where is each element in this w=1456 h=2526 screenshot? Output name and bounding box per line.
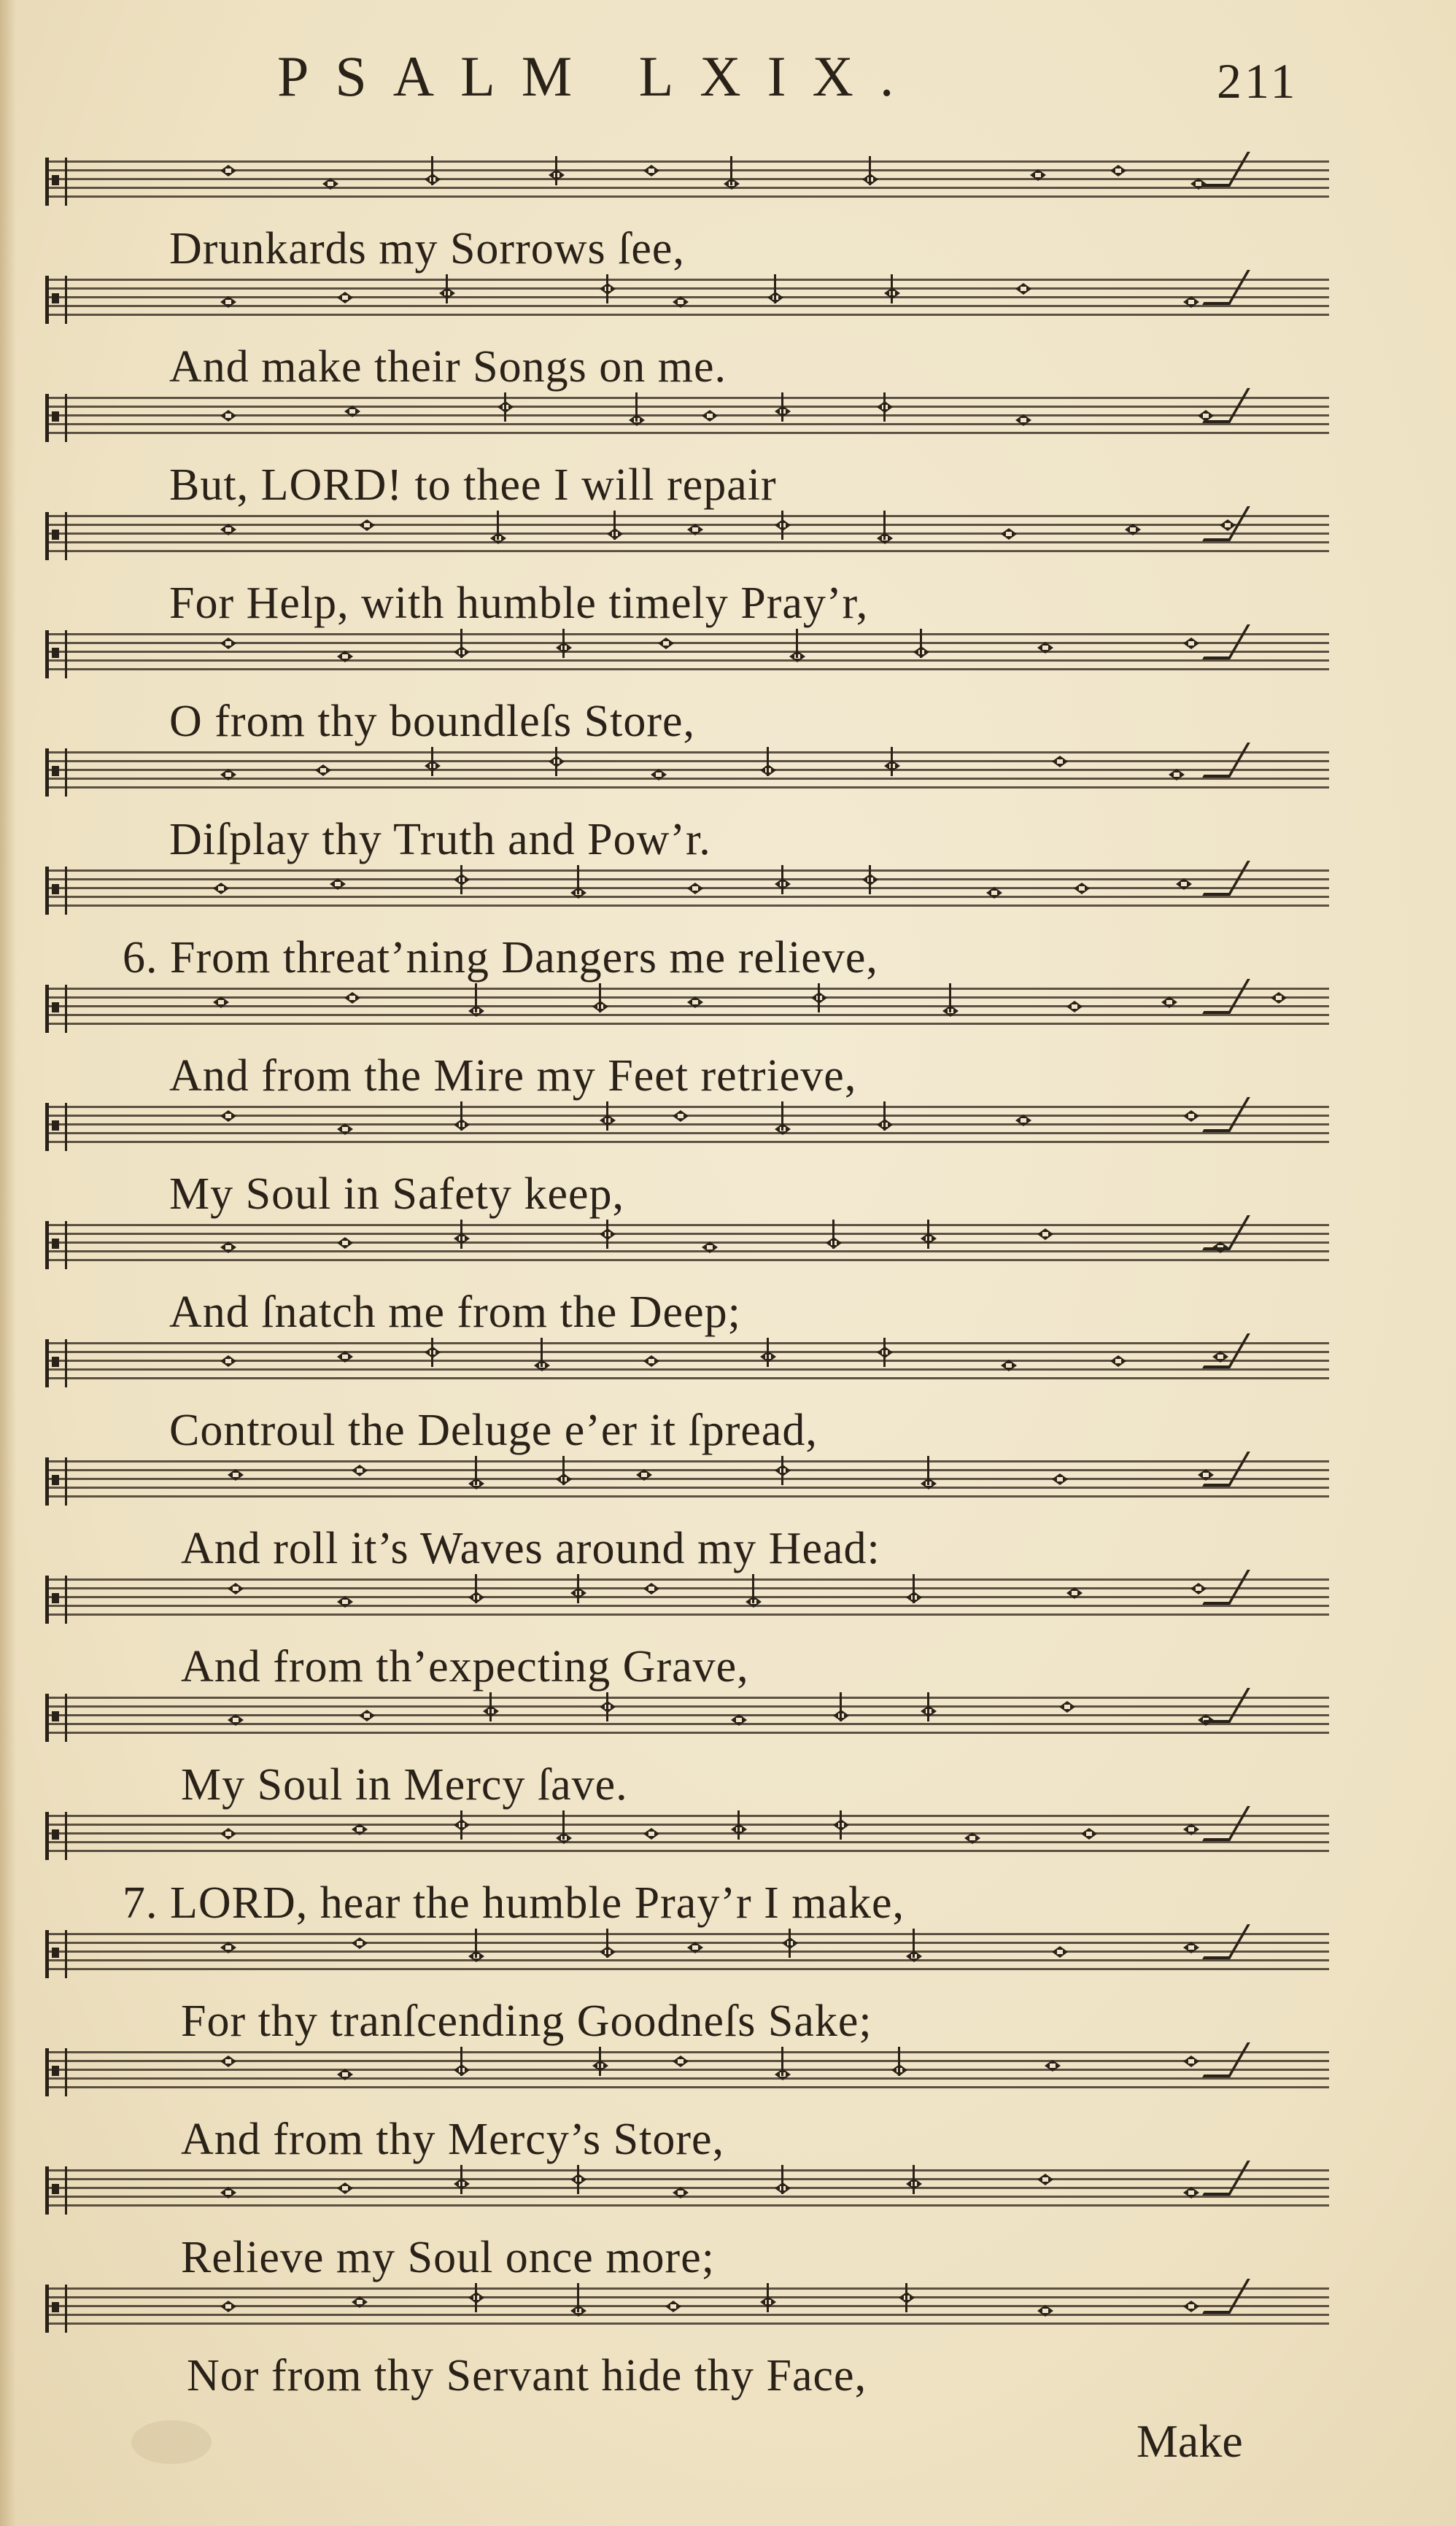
clef-icon	[45, 1694, 67, 1742]
staff-line	[45, 1487, 1329, 1489]
music-note	[1183, 638, 1199, 649]
music-note	[643, 1583, 659, 1595]
note-stem	[606, 1220, 608, 1249]
music-staff	[45, 1578, 1329, 1622]
music-note	[220, 1828, 236, 1840]
note-stem	[920, 629, 922, 658]
clef-icon	[45, 1812, 67, 1860]
note-stem	[781, 1101, 783, 1131]
note-stem	[781, 392, 783, 422]
staff-line	[45, 160, 1329, 163]
staff-line	[45, 1141, 1329, 1143]
staff-line	[45, 178, 1329, 180]
staff-line	[45, 904, 1329, 907]
staff-line	[45, 279, 1329, 281]
music-note	[220, 638, 236, 649]
note-stem	[504, 392, 506, 422]
music-staff	[45, 1342, 1329, 1386]
staff-line	[45, 1014, 1329, 1016]
music-staff	[45, 279, 1329, 322]
lyric-line: And from th’expecting Grave,	[181, 1642, 749, 1692]
music-note	[220, 165, 236, 177]
music-staff	[45, 2051, 1329, 2095]
note-stem	[460, 1101, 462, 1131]
staff-line	[45, 524, 1329, 526]
clef-icon	[45, 2048, 67, 2096]
note-stem	[781, 2047, 783, 2076]
note-stem	[840, 1810, 842, 1840]
staff-line	[45, 414, 1329, 417]
note-stem	[460, 2047, 462, 2076]
staff-line	[45, 1705, 1329, 1708]
note-stem	[606, 1101, 608, 1131]
music-staff	[45, 1224, 1329, 1268]
note-stem	[562, 629, 565, 658]
note-stem	[475, 1456, 477, 1485]
staff-line	[45, 2178, 1329, 2180]
note-stem	[460, 1220, 462, 1249]
music-staff	[45, 1106, 1329, 1150]
note-stem	[883, 392, 886, 422]
staff-line	[45, 668, 1329, 670]
music-note	[1190, 1583, 1207, 1595]
note-stem	[913, 1929, 915, 1958]
music-note	[315, 764, 331, 776]
note-stem	[475, 1929, 477, 1958]
note-stem	[460, 629, 462, 658]
music-note	[220, 410, 236, 422]
staff-line	[45, 760, 1329, 762]
lyric-line: And ſnatch me from the Deep;	[169, 1287, 741, 1337]
staff-line	[45, 1233, 1329, 1235]
music-staff	[45, 751, 1329, 795]
note-stem	[752, 1574, 754, 1603]
music-note	[673, 1110, 689, 1122]
music-note	[352, 1465, 368, 1476]
staff-line	[45, 878, 1329, 880]
staff-line	[45, 642, 1329, 644]
staff-line	[45, 2314, 1329, 2316]
music-note	[1059, 1701, 1075, 1713]
note-stem	[832, 1220, 835, 1249]
lyric-line: My Soul in Mercy ſave.	[181, 1760, 628, 1810]
music-note	[1271, 992, 1287, 1004]
music-note	[1081, 1828, 1097, 1840]
note-stem	[767, 747, 769, 776]
catchword: Make	[1136, 2415, 1243, 2467]
note-stem	[767, 2283, 769, 2312]
staff-line	[45, 1841, 1329, 1843]
staff-line	[45, 406, 1329, 408]
note-stem	[913, 1574, 915, 1603]
staff-line	[45, 1250, 1329, 1252]
note-stem	[781, 1456, 783, 1485]
staff-line	[45, 1596, 1329, 1598]
staff-line	[45, 633, 1329, 635]
clef-icon	[45, 158, 67, 206]
note-stem	[475, 2283, 477, 2312]
staff-line	[45, 2086, 1329, 2088]
note-stem	[789, 1929, 791, 1958]
staff-line	[45, 287, 1329, 290]
music-staff	[45, 1815, 1329, 1859]
music-note	[344, 992, 360, 1004]
note-stem	[796, 629, 798, 658]
staff-line	[45, 1377, 1329, 1379]
staff-line	[45, 2322, 1329, 2325]
staff-line	[45, 2051, 1329, 2053]
lyric-line: Diſplay thy Truth and Pow’r.	[169, 815, 711, 864]
staff-line	[45, 778, 1329, 780]
note-stem	[577, 2283, 579, 2312]
staff-line	[45, 996, 1329, 999]
staff-line	[45, 397, 1329, 399]
staff-line	[45, 1697, 1329, 1699]
music-staff	[45, 2287, 1329, 2331]
note-stem	[460, 865, 462, 894]
music-staff	[45, 1933, 1329, 1977]
staff-line	[45, 1460, 1329, 1462]
staff-line	[45, 314, 1329, 316]
note-stem	[891, 274, 893, 303]
note-stem	[460, 2165, 462, 2194]
lyric-line: Drunkards my Sorrows ſee,	[169, 224, 685, 274]
note-stem	[489, 1692, 492, 1721]
note-stem	[606, 1692, 608, 1721]
note-stem	[781, 511, 783, 540]
note-stem	[635, 392, 638, 422]
music-note	[1052, 756, 1068, 767]
music-staff	[45, 988, 1329, 1031]
staff-line	[45, 1933, 1329, 1935]
music-note	[1052, 1473, 1068, 1485]
lyric-line: And roll it’s Waves around my Head:	[181, 1524, 880, 1573]
lyric-line: For Help, with humble timely Pray’r,	[169, 578, 869, 628]
note-stem	[606, 1929, 608, 1958]
note-stem	[949, 983, 951, 1012]
clef-icon	[45, 276, 67, 324]
note-stem	[869, 865, 871, 894]
music-note	[1183, 1110, 1199, 1122]
music-note	[665, 2301, 681, 2312]
music-note	[643, 1355, 659, 1367]
staff-line	[45, 305, 1329, 307]
music-note	[702, 410, 718, 422]
staff-line	[45, 2305, 1329, 2307]
staff-line	[45, 1106, 1329, 1108]
staff-line	[45, 1023, 1329, 1025]
staff-line	[45, 2296, 1329, 2298]
staff-line	[45, 432, 1329, 434]
music-staff	[45, 869, 1329, 913]
music-note	[213, 883, 229, 894]
staff-line	[45, 1495, 1329, 1498]
page-number: 211	[1217, 53, 1298, 109]
staff-line	[45, 751, 1329, 753]
staff-line	[45, 1950, 1329, 1953]
music-note	[687, 883, 703, 894]
staff-line	[45, 515, 1329, 517]
note-stem	[883, 511, 886, 540]
clef-icon	[45, 867, 67, 915]
staff-line	[45, 769, 1329, 771]
staff-line	[45, 2196, 1329, 2198]
music-note	[352, 1937, 368, 1949]
staff-line	[45, 423, 1329, 425]
staff-line	[45, 2187, 1329, 2189]
staff-line	[45, 550, 1329, 552]
music-note	[643, 165, 659, 177]
page-gutter-shadow	[0, 0, 16, 2526]
staff-line	[45, 1351, 1329, 1353]
staff-line	[45, 195, 1329, 198]
staff-line	[45, 1123, 1329, 1126]
lyric-line: For thy tranſcending Goodneſs Sake;	[181, 1996, 872, 2046]
clef-icon	[45, 1221, 67, 1269]
staff-line	[45, 896, 1329, 898]
lyric-line: 7. LORD, hear the humble Pray’r I make,	[123, 1878, 905, 1928]
staff-line	[45, 2077, 1329, 2080]
note-stem	[577, 865, 579, 894]
lyric-line: O from thy boundleſs Store,	[169, 697, 695, 746]
staff-line	[45, 2069, 1329, 2071]
running-head: PSALM LXIX.	[277, 44, 921, 108]
music-note	[337, 2182, 353, 2194]
ink-smudge	[131, 2420, 212, 2464]
staff-line	[45, 1850, 1329, 1852]
lyric-line: But, LORD! to thee I will repair	[169, 460, 777, 510]
note-stem	[599, 2047, 601, 2076]
clef-icon	[45, 985, 67, 1033]
note-stem	[883, 1101, 886, 1131]
staff-line	[45, 659, 1329, 662]
music-note	[673, 2056, 689, 2067]
lyric-line: Controul the Deluge e’er it ſpread,	[169, 1406, 818, 1455]
music-note	[1015, 283, 1031, 295]
note-stem	[891, 747, 893, 776]
staff-line	[45, 1613, 1329, 1616]
staff-line	[45, 541, 1329, 543]
music-staff	[45, 515, 1329, 559]
note-stem	[840, 1692, 842, 1721]
lyric-line: And from the Mire my Feet retrieve,	[169, 1051, 857, 1101]
note-stem	[613, 511, 616, 540]
staff-line	[45, 651, 1329, 653]
staff-line	[45, 187, 1329, 189]
clef-icon	[45, 1457, 67, 1506]
clef-icon	[45, 512, 67, 560]
music-note	[1110, 1355, 1126, 1367]
lyric-line: 6. From threat’ning Dangers me relieve,	[123, 933, 878, 983]
lyric-line: And from thy Mercy’s Store,	[181, 2115, 725, 2164]
note-stem	[541, 1338, 543, 1367]
note-stem	[460, 1810, 462, 1840]
staff-line	[45, 1132, 1329, 1134]
music-staff	[45, 633, 1329, 677]
staff-line	[45, 1732, 1329, 1734]
note-stem	[927, 1456, 929, 1485]
music-note	[228, 1583, 244, 1595]
lyric-line: Nor from thy Servant hide thy Face,	[187, 2351, 867, 2401]
staff-line	[45, 1959, 1329, 1961]
note-stem	[475, 983, 477, 1012]
note-stem	[913, 2165, 915, 2194]
staff-line	[45, 1942, 1329, 1944]
music-staff	[45, 160, 1329, 204]
note-stem	[883, 1338, 886, 1367]
music-note	[1052, 1946, 1068, 1958]
music-note	[643, 1828, 659, 1840]
staff-line	[45, 532, 1329, 535]
note-stem	[905, 2283, 907, 2312]
music-staff	[45, 2169, 1329, 2213]
staff-line	[45, 169, 1329, 171]
staff-line	[45, 1241, 1329, 1244]
note-stem	[898, 2047, 900, 2076]
note-stem	[475, 1574, 477, 1603]
music-note	[1183, 2056, 1199, 2067]
music-note	[658, 638, 674, 649]
note-stem	[431, 747, 433, 776]
note-stem	[562, 1456, 565, 1485]
staff-line	[45, 2169, 1329, 2171]
music-note	[1001, 528, 1017, 540]
note-stem	[818, 983, 820, 1012]
staff-line	[45, 1824, 1329, 1826]
staff-line	[45, 1968, 1329, 1970]
note-stem	[599, 983, 601, 1012]
note-stem	[730, 156, 732, 185]
staff-line	[45, 1368, 1329, 1371]
clef-icon	[45, 394, 67, 442]
clef-icon	[45, 1103, 67, 1151]
note-stem	[562, 1810, 565, 1840]
lyric-line: And make their Songs on me.	[169, 342, 727, 392]
clef-icon	[45, 2166, 67, 2215]
note-stem	[431, 1338, 433, 1367]
music-staff	[45, 1460, 1329, 1504]
music-note	[220, 1355, 236, 1367]
music-note	[1066, 1001, 1083, 1012]
staff-line	[45, 1832, 1329, 1835]
clef-icon	[45, 1576, 67, 1624]
staff-line	[45, 988, 1329, 990]
staff-line	[45, 1360, 1329, 1362]
note-stem	[446, 274, 448, 303]
note-stem	[497, 511, 499, 540]
note-stem	[555, 156, 557, 185]
clef-icon	[45, 748, 67, 797]
lyric-line: Relieve my Soul once more;	[181, 2233, 715, 2282]
staff-line	[45, 1342, 1329, 1344]
music-note	[1037, 1228, 1053, 1240]
note-stem	[774, 274, 776, 303]
music-note	[220, 1110, 236, 1122]
note-stem	[767, 1338, 769, 1367]
note-stem	[927, 1220, 929, 1249]
staff-line	[45, 2204, 1329, 2207]
note-stem	[781, 865, 783, 894]
clef-icon	[45, 2285, 67, 2333]
note-stem	[577, 1574, 579, 1603]
staff-line	[45, 1224, 1329, 1226]
staff-line	[45, 1815, 1329, 1817]
music-staff	[45, 1697, 1329, 1740]
music-note	[1074, 883, 1090, 894]
staff-line	[45, 869, 1329, 872]
staff-line	[45, 2287, 1329, 2290]
note-stem	[555, 747, 557, 776]
lyric-line: My Soul in Safety keep,	[169, 1169, 624, 1219]
note-stem	[737, 1810, 740, 1840]
music-note	[359, 1710, 375, 1721]
note-stem	[869, 156, 871, 185]
note-stem	[431, 156, 433, 185]
clef-icon	[45, 1930, 67, 1978]
note-stem	[927, 1692, 929, 1721]
staff-line	[45, 296, 1329, 298]
music-note	[337, 292, 353, 303]
music-note	[337, 1237, 353, 1249]
staff-line	[45, 1005, 1329, 1007]
clef-icon	[45, 1339, 67, 1387]
staff-line	[45, 1605, 1329, 1607]
music-note	[359, 519, 375, 531]
staff-line	[45, 1259, 1329, 1261]
staff-line	[45, 887, 1329, 889]
music-note	[1037, 2174, 1053, 2185]
music-note	[1110, 165, 1126, 177]
note-stem	[781, 2165, 783, 2194]
note-stem	[577, 2165, 579, 2194]
staff-line	[45, 786, 1329, 789]
music-note	[220, 2056, 236, 2067]
note-stem	[606, 274, 608, 303]
staff-line	[45, 1578, 1329, 1581]
clef-icon	[45, 630, 67, 678]
music-note	[1183, 2301, 1199, 2312]
music-staff	[45, 397, 1329, 441]
music-note	[220, 2301, 236, 2312]
